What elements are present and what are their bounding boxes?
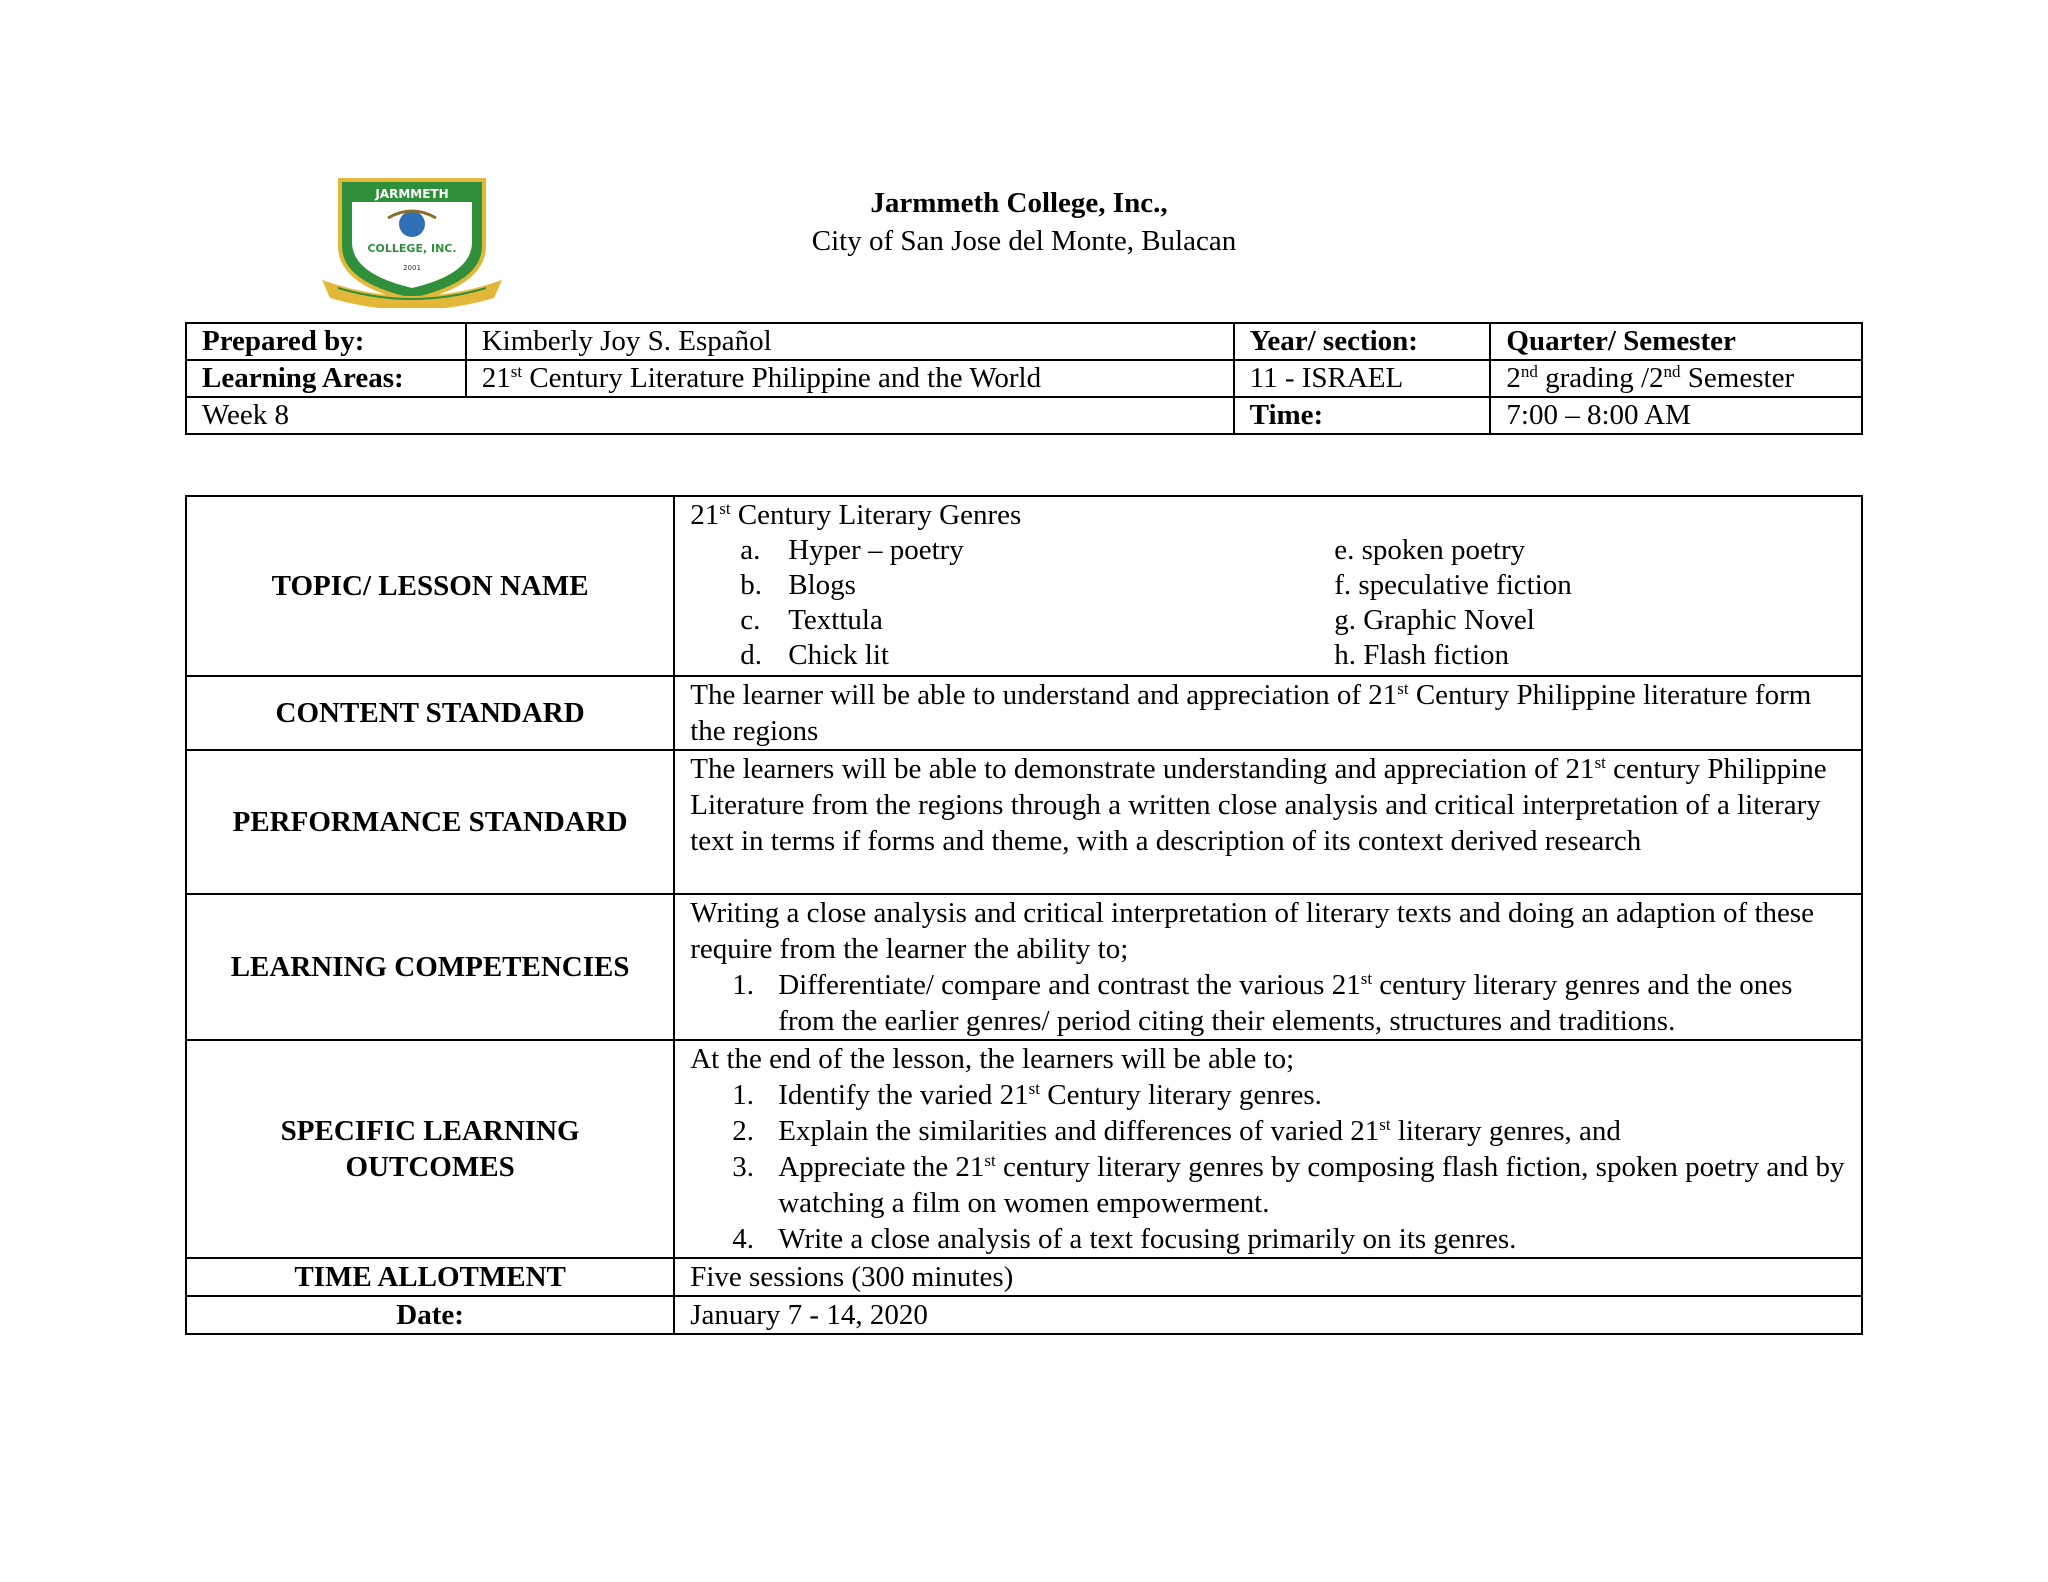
outcome-item: 1. Identify the varied 21st Century literary genres. — [732, 1079, 1322, 1111]
topic-row — [186, 496, 1862, 676]
info-row — [186, 397, 1862, 434]
topic-content — [674, 496, 1862, 676]
document-header — [0, 184, 2048, 260]
competencies-content — [674, 894, 1862, 1040]
svg-text:COLLEGE, INC.: COLLEGE, INC. — [367, 242, 457, 255]
info-table — [185, 322, 1863, 435]
performance-standard-label: PERFORMANCE STANDARD — [186, 750, 674, 894]
year-section-value: 11 - ISRAEL — [1234, 360, 1491, 397]
year-section-label: Year/ section: — [1234, 323, 1491, 360]
svg-text:JARMMETH: JARMMETH — [375, 187, 449, 201]
time-allotment-row — [186, 1258, 1862, 1296]
time-allotment-label: TIME ALLOTMENT — [186, 1258, 674, 1296]
competencies-row — [186, 894, 1862, 1040]
topic-title: 21st Century Literary Genres — [690, 499, 1022, 531]
outcome-item: 3. Appreciate the 21st century literary genres by composing flash fiction, spoken poetry and by watching a film on women empowerment. — [732, 1151, 1845, 1219]
competencies-label: LEARNING COMPETENCIES — [186, 894, 674, 1040]
genre-item: b. Blogs — [740, 569, 856, 601]
genre-item: d. Chick lit — [740, 639, 889, 671]
school-address: City of San Jose del Monte, Bulacan — [811, 225, 1237, 257]
outcome-item: 4. Write a close analysis of a text focusing primarily on its genres. — [732, 1223, 1517, 1255]
svg-text:2001: 2001 — [403, 264, 421, 272]
school-name: Jarmmeth College, Inc., — [870, 187, 1168, 219]
content-standard-label: CONTENT STANDARD — [186, 676, 674, 750]
genre-item: c. Texttula — [740, 604, 883, 636]
prepared-by-label: Prepared by: — [186, 323, 466, 360]
topic-label: TOPIC/ LESSON NAME — [186, 496, 674, 676]
competencies-intro: Writing a close analysis and critical interpretation of literary texts and doing an adaption of these require from the learner the ability to; — [690, 897, 1815, 965]
date-value: January 7 - 14, 2020 — [674, 1296, 1862, 1334]
content-standard-row — [186, 676, 1862, 750]
genre-item: e. spoken poetry — [1334, 534, 1526, 566]
outcomes-content — [674, 1040, 1862, 1258]
genre-item: g. Graphic Novel — [1334, 604, 1535, 636]
outcome-item: 2. Explain the similarities and differences of varied 21st literary genres, and — [732, 1115, 1621, 1147]
quarter-value: 2nd grading /2nd Semester — [1490, 360, 1862, 397]
performance-standard-row — [186, 750, 1862, 894]
week-value: Week 8 — [186, 397, 1234, 434]
lesson-plan-table — [185, 495, 1863, 1335]
outcomes-row — [186, 1040, 1862, 1258]
genre-item: h. Flash fiction — [1334, 639, 1510, 671]
learning-areas-label: Learning Areas: — [186, 360, 466, 397]
outcomes-label: SPECIFIC LEARNING OUTCOMES — [186, 1040, 674, 1258]
quarter-label: Quarter/ Semester — [1490, 323, 1862, 360]
genre-list — [690, 533, 1853, 673]
outcomes-intro: At the end of the lesson, the learners will be able to; — [690, 1043, 1295, 1075]
time-value: 7:00 – 8:00 AM — [1490, 397, 1862, 434]
content-standard-text: The learner will be able to understand and appreciation of 21st Century Philippine literature form the regions — [674, 676, 1862, 750]
date-row — [186, 1296, 1862, 1334]
time-label: Time: — [1234, 397, 1491, 434]
info-row — [186, 323, 1862, 360]
learning-areas-value: 21st Century Literature Philippine and the World — [466, 360, 1234, 397]
performance-standard-text: The learners will be able to demonstrate understanding and appreciation of 21st century Philippine Literature from the regions through a written close analysis and critical interpretation of a literary text in terms if forms and theme, with a description of its context derived research — [674, 750, 1862, 894]
time-allotment-value: Five sessions (300 minutes) — [674, 1258, 1862, 1296]
prepared-by-value: Kimberly Joy S. Español — [466, 323, 1234, 360]
genre-item: a. Hyper – poetry — [740, 534, 964, 566]
genre-item: f. speculative fiction — [1334, 569, 1572, 601]
date-label: Date: — [186, 1296, 674, 1334]
info-row — [186, 360, 1862, 397]
competency-item: 1. Differentiate/ compare and contrast the various 21st century literary genres and the ones from the earlier genres/ period citing their elements, structures and traditions. — [732, 969, 1793, 1037]
